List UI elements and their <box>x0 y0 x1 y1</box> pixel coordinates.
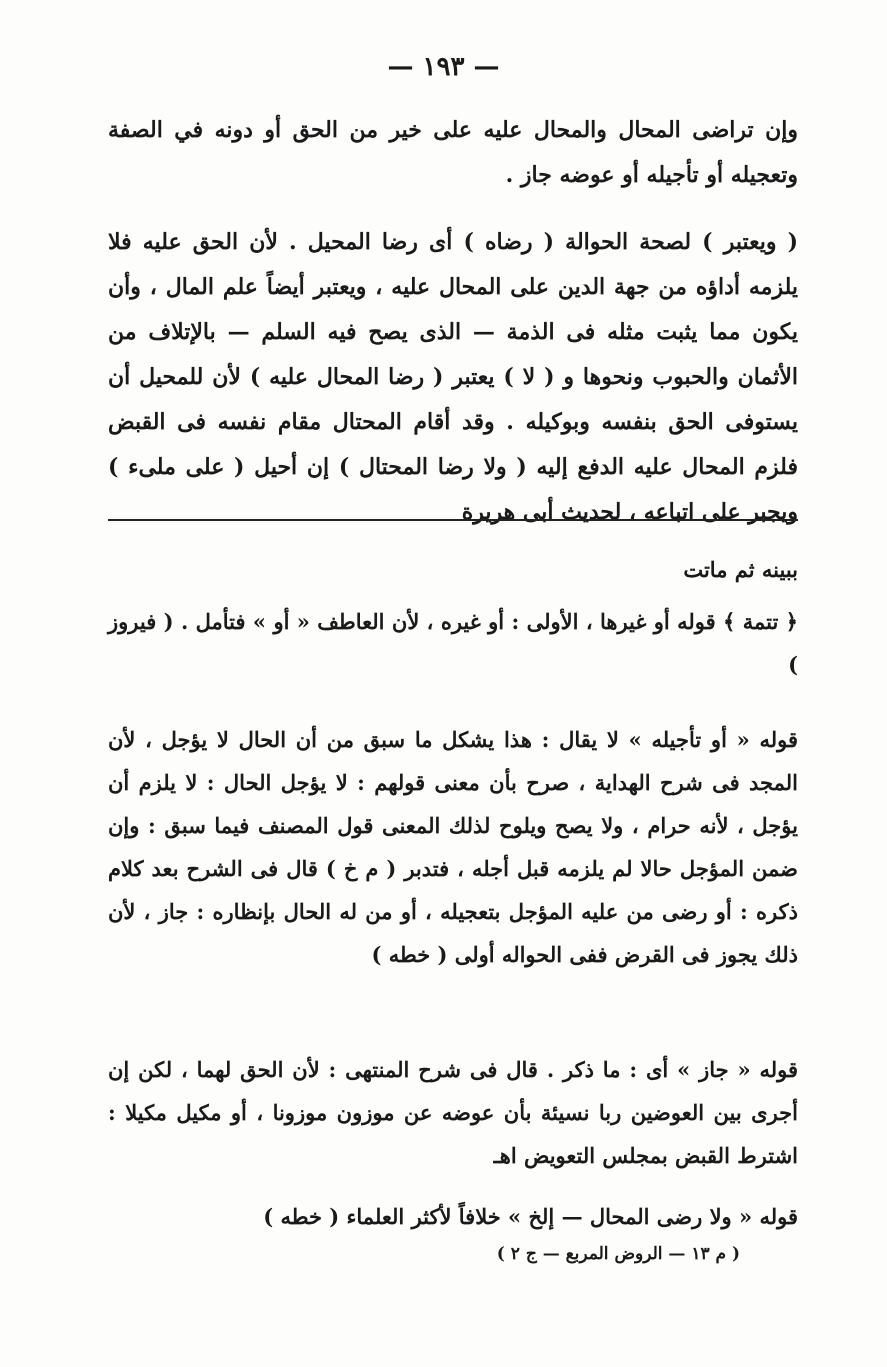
main-paragraph-1 <box>108 108 798 198</box>
note-tatimma <box>108 600 798 686</box>
note-text-2: قوله « أو تأجيله » لا يقال : هذا يشكل ما سبق من أن الحال لا يؤجل ، لأن المجد فى شرح الهداية ، صرح بأن معنى قولهم : لا يؤجل الحال : لا يلزم أن يؤجل ، لأنه حرام ، ولا يصح ويلوح لذلك المعنى قول المصنف فيما سبق : وإن ضمن المؤجل حالا لم يلزمه قبل أجله ، فتدبر ( م خ ) قال فى الشرح بعد كلام ذكره : أو رضى من عليه المؤجل بتعجيله ، أو من له الحال بإنظاره : جاز ، لأن ذلك يجوز فى القرض ففى الحواله أولى ( خطه ) <box>108 727 798 967</box>
footnote-separator <box>108 519 798 521</box>
page-number: — ١٩٣ — <box>387 52 500 82</box>
note-rida-muhal <box>108 1195 798 1238</box>
note-text-0: ببينه ثم ماتت <box>683 557 798 582</box>
main-paragraph-2 <box>108 220 798 535</box>
note-text-4: قوله « ولا رضى المحال — إلخ » خلافاً لأكثر العلماء ( خطه ) <box>263 1204 798 1229</box>
note-text-3: قوله « جاز » أى : ما ذكر . قال فى شرح المنتهى : لأن الحق لهما ، لكن إن أجرى بين العوضين ربا نسيئة بأن عوضه عن موزون موزونا ، أو مكيل مكيلا : اشترط القبض بمجلس التعويض اهـ <box>108 1057 798 1168</box>
note-continuation <box>108 548 798 591</box>
main-text-1: وإن تراضى المحال والمحال عليه على خير من الحق أو دونه في الصفة وتعجيله أو تأجيله أو عوضه جاز . <box>108 117 798 188</box>
note-tajilih <box>108 718 798 976</box>
main-text-2: ( ويعتبر ) لصحة الحوالة ( رضاه ) أى رضا المحيل . لأن الحق عليه فلا يلزمه أداؤه من جهة الدين على المحال عليه ، ويعتبر أيضاً علم المال ، وأن يكون مما يثبت مثله فى الذمة — الذى يصح فيه السلم — بالإتلاف من الأثمان والحبوب ونحوها و ( لا ) يعتبر ( رضا المحال عليه ) لأن للمحيل أن يستوفى الحق بنفسه وبوكيله . وقد أقام المحتال مقام نفسه فى القبض فلزم المحال عليه الدفع إليه ( ولا رضا المحتال ) إن أحيل ( على ملىء ) ويجبر على اتباعه ، لحديث أبى هريرة <box>108 229 798 525</box>
note-jaz <box>108 1048 798 1177</box>
page-footer: ( م ١٣ — الروض المربع — ج ٢ ) <box>496 1244 740 1264</box>
note-text-1: ﴿ تتمة ﴾ قوله أو غيرها ، الأولى : أو غيره ، لأن العاطف « أو » فتأمل . ( فيروز ) <box>108 609 798 677</box>
